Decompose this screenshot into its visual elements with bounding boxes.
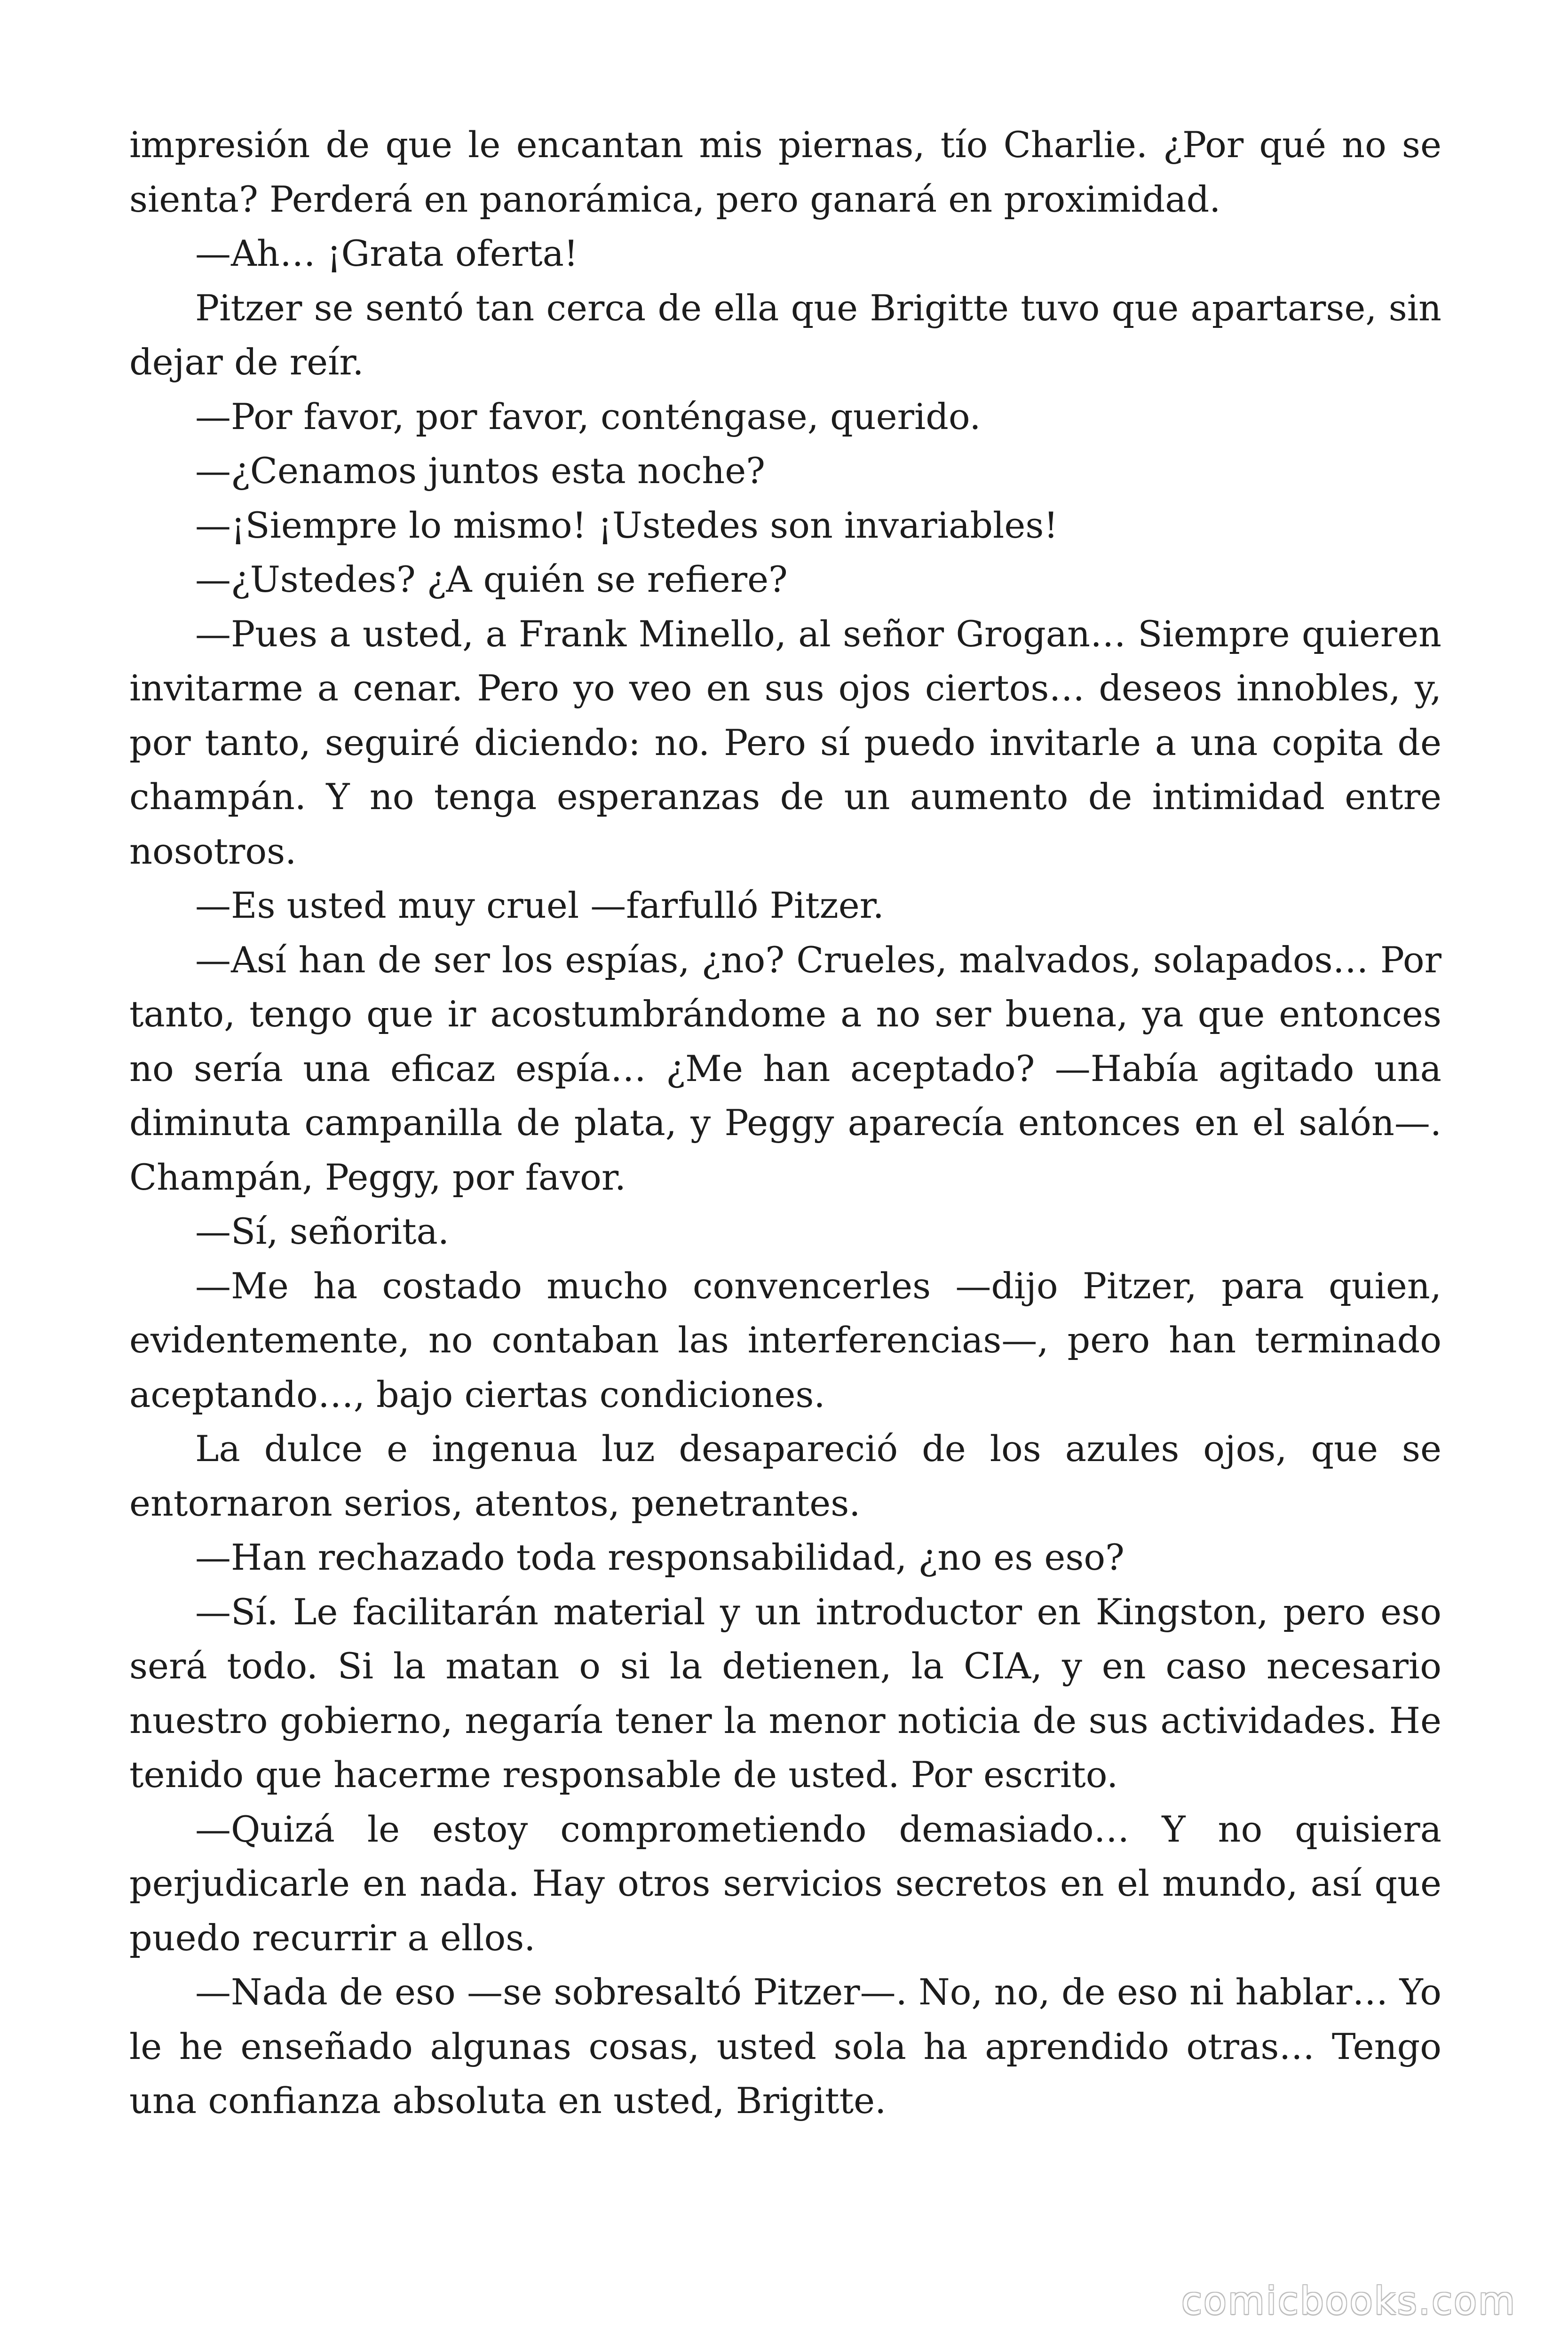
paragraph: Pitzer se sentó tan cerca de ella que Brigitte tuvo que apartarse, sin dejar de reír. <box>129 286 1441 383</box>
watermark: comicbooks.com <box>1181 2279 1516 2323</box>
body-text <box>129 118 1441 2128</box>
paragraph: —Nada de eso —se sobresaltó Pitzer—. No, no, de eso ni hablar… Yo le he enseñado algunas cosas, usted sola ha aprendido otras… Tengo una confianza absoluta en usted, Brigitte. <box>129 1971 1441 2122</box>
paragraph: —Sí, señorita. <box>195 1210 450 1252</box>
paragraph: —¡Siempre lo mismo! ¡Ustedes son invariables! <box>195 504 1058 546</box>
paragraph: —¿Cenamos juntos esta noche? <box>195 450 765 492</box>
paragraph: La dulce e ingenua luz desapareció de los azules ojos, que se entornaron serios, atentos, penetrantes. <box>129 1428 1441 1524</box>
paragraph: —Por favor, por favor, conténgase, querido. <box>195 395 981 437</box>
paragraph: —Me ha costado mucho convencerles —dijo Pitzer, para quien, evidentemente, no contaban las interferencias—, pero han terminado aceptando…, bajo ciertas condiciones. <box>129 1264 1441 1415</box>
paragraph: —¿Ustedes? ¿A quién se refiere? <box>195 558 788 600</box>
paragraph: —Sí. Le facilitarán material y un introductor en Kingston, pero eso será todo. Si la matan o si la detienen, la CIA, y en caso necesario nuestro gobierno, negaría tener la menor noticia de sus actividades. He tenido que hacerme responsable de usted. Por escrito. <box>129 1590 1441 1796</box>
paragraph: —Así han de ser los espías, ¿no? Crueles, malvados, solapados… Por tanto, tengo que ir acostumbrándome a no ser buena, ya que entonces no sería una eficaz espía… ¿Me han aceptado? —Había agitado una diminuta campanilla de plata, y Peggy aparecía entonces en el salón—. Champán, Peggy, por favor. <box>129 938 1441 1198</box>
paragraph: —Han rechazado toda responsabilidad, ¿no es eso? <box>195 1536 1125 1578</box>
paragraph: —Pues a usted, a Frank Minello, al señor Grogan… Siempre quieren invitarme a cenar. Pero yo veo en sus ojos ciertos… deseos innobles, y, por tanto, seguiré diciendo: no. Pero sí puedo invitarle a una copita de champán. Y no tenga esperanzas de un aumento de intimidad entre nosotros. <box>129 612 1441 872</box>
paragraph-continuation: impresión de que le encantan mis piernas, tío Charlie. ¿Por qué no se sienta? Perderá en panorámica, pero ganará en proximidad. <box>129 124 1441 220</box>
paragraph: —Quizá le estoy comprometiendo demasiado… Y no quisiera perjudicarle en nada. Hay otros servicios secretos en el mundo, así que puedo recurrir a ellos. <box>129 1808 1441 1959</box>
paragraph: —Es usted muy cruel —farfulló Pitzer. <box>195 884 884 926</box>
paragraph: —Ah… ¡Grata oferta! <box>195 232 578 274</box>
